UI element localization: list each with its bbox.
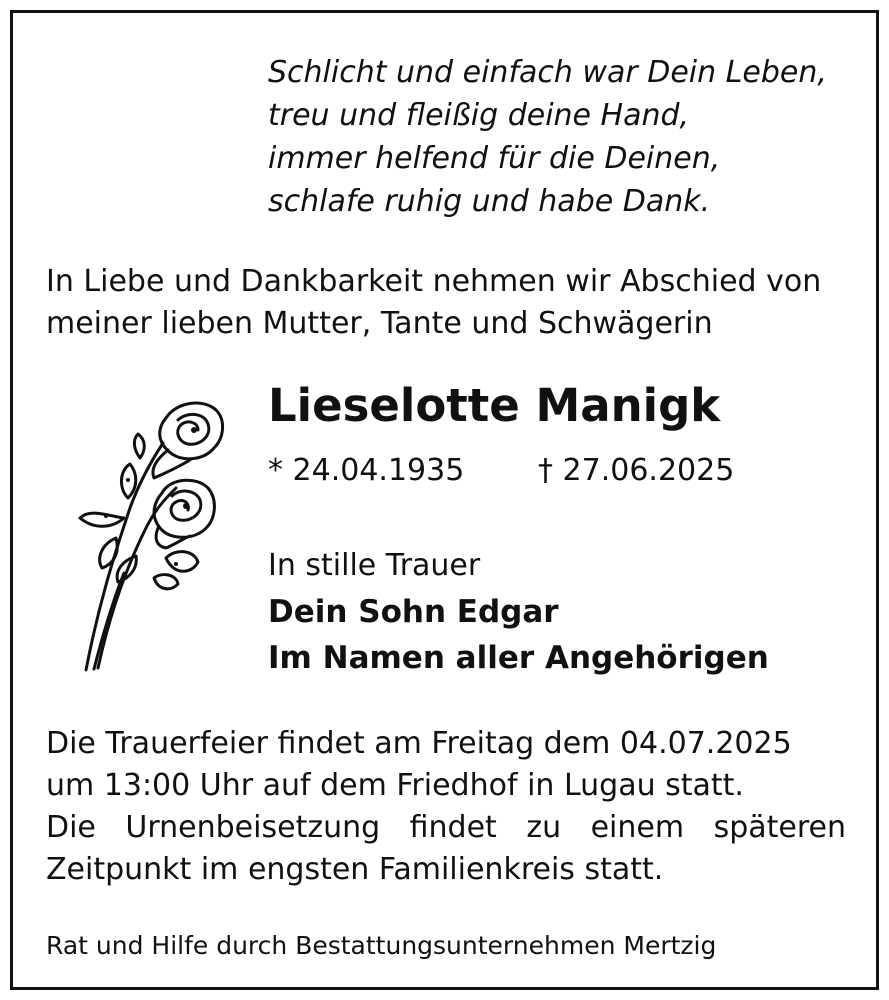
poem-line: treu und fleißig deine Hand, [268, 98, 690, 133]
service-line: Die Trauerfeier findet am Freitag dem 04.07.2025 [46, 726, 792, 761]
service-details [46, 723, 846, 891]
farewell-text [46, 261, 856, 345]
service-line: Die Urnenbeisetzung findet zu einem späteren [46, 810, 846, 845]
mourner-line: Dein Sohn Edgar [268, 594, 559, 630]
obituary-notice [10, 10, 879, 990]
death-date: † 27.06.2025 [538, 453, 735, 488]
farewell-line: In Liebe und Dankbarkeit nehmen wir Abschied von [46, 264, 822, 299]
rose-icon [58, 388, 228, 673]
service-line: um 13:00 Uhr auf dem Friedhof in Lugau statt. [46, 768, 744, 803]
farewell-line: meiner lieben Mutter, Tante und Schwägerin [46, 306, 713, 341]
mourner-line: Im Namen aller Angehörigen [268, 640, 769, 676]
mourning-intro: In stille Trauer [268, 548, 481, 583]
deceased-name: Lieselotte Manigk [268, 379, 721, 432]
birth-date: * 24.04.1935 [268, 453, 465, 488]
mourners-block [268, 543, 828, 681]
funeral-home-credit: Rat und Hilfe durch Bestattungsunternehmen Mertzig [46, 931, 717, 960]
poem-line: immer helfend für die Deinen, [268, 141, 721, 176]
service-line: Zeitpunkt im engsten Familienkreis statt. [46, 852, 664, 887]
memorial-poem [268, 51, 868, 223]
poem-line: Schlicht und einfach war Dein Leben, [268, 55, 827, 90]
poem-line: schlafe ruhig und habe Dank. [268, 184, 711, 219]
